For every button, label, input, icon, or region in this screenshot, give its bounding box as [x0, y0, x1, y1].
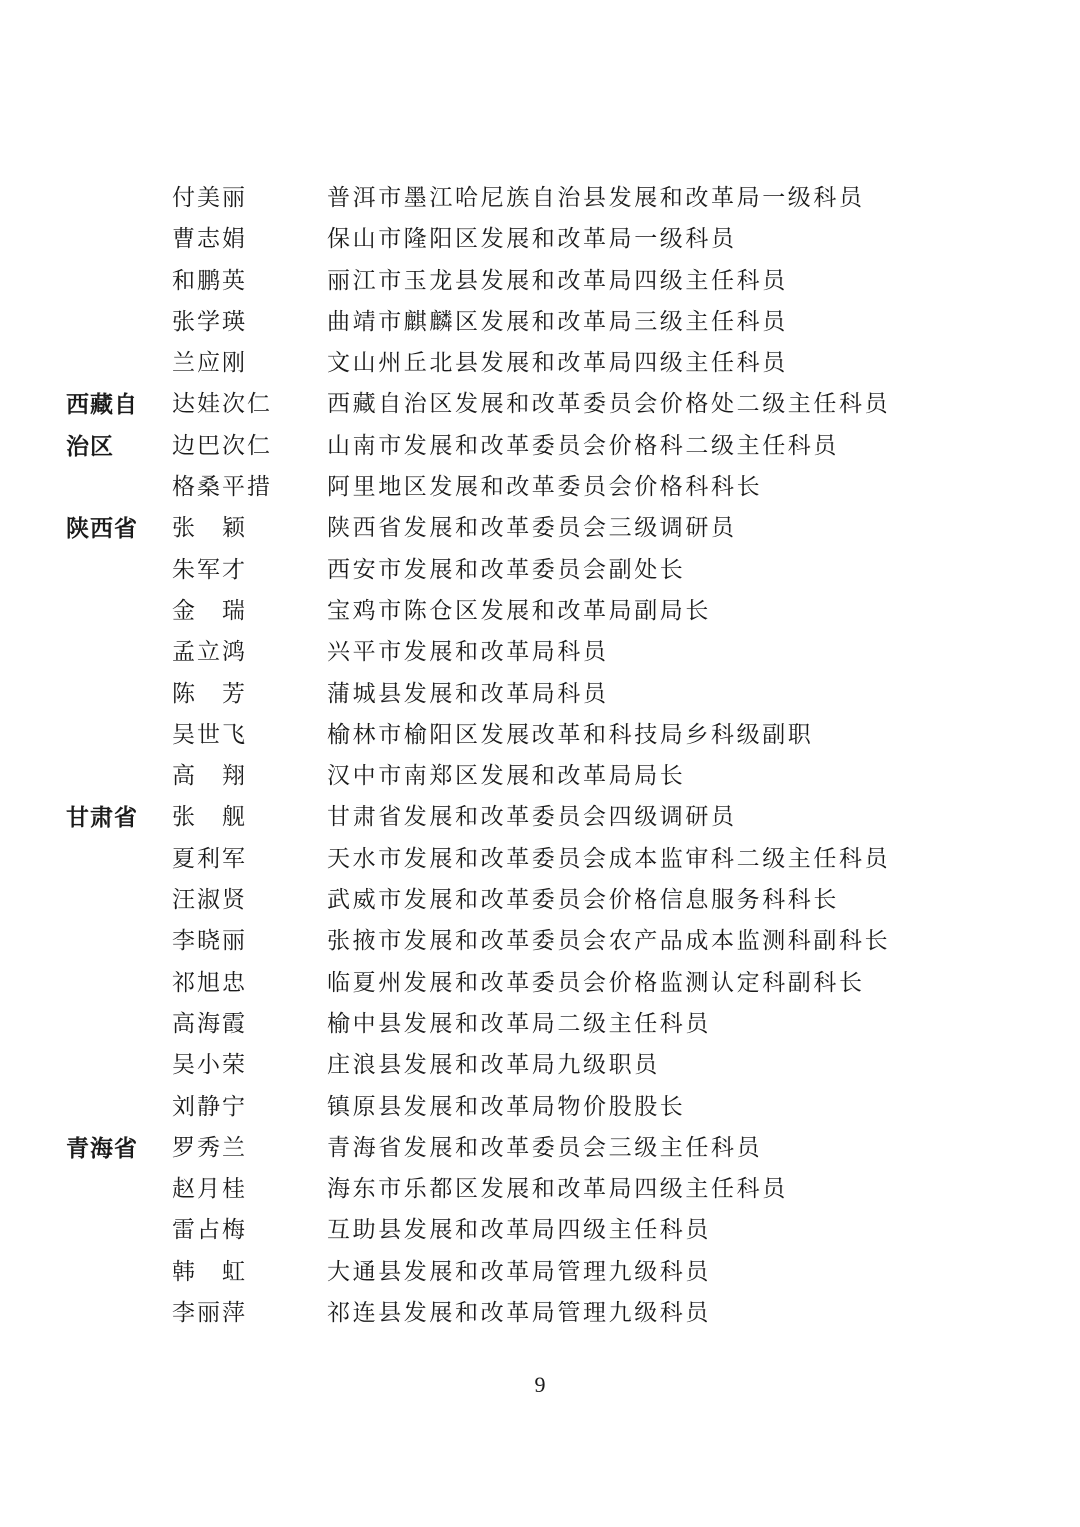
- province-label: 西藏自: [66, 391, 138, 419]
- person-name: 付美丽: [172, 185, 247, 211]
- person-name: 兰应刚: [172, 350, 247, 377]
- person-name: 张 颖: [172, 515, 247, 542]
- list-item: [0, 178, 1080, 219]
- job-title: 祁连县发展和改革局管理九级科员: [327, 1300, 711, 1327]
- list-item: [0, 302, 1080, 343]
- job-title: 海东市乐都区发展和改革局四级主任科员: [327, 1176, 788, 1203]
- job-title: 汉中市南郑区发展和改革局局长: [327, 763, 686, 790]
- province-label: 治区: [66, 432, 114, 460]
- person-name: 朱军才: [172, 556, 247, 583]
- job-title: 普洱市墨江哈尼族自治县发展和改革局一级科员: [327, 185, 865, 211]
- province-label: 甘肃省: [66, 804, 138, 832]
- person-name: 高 翔: [172, 763, 247, 790]
- person-name: 曹志娟: [172, 226, 247, 253]
- job-title: 张掖市发展和改革委员会农产品成本监测科副科长: [327, 928, 891, 955]
- list-item: [0, 1128, 1080, 1169]
- list-item: [0, 508, 1080, 549]
- list-item: [0, 261, 1080, 302]
- list-item: [0, 632, 1080, 673]
- list-item: [0, 467, 1080, 508]
- person-name: 张学瑛: [172, 308, 247, 335]
- person-name: 李晓丽: [172, 928, 247, 955]
- job-title: 青海省发展和改革委员会三级主任科员: [327, 1134, 763, 1161]
- job-title: 蒲城县发展和改革局科员: [327, 680, 609, 707]
- personnel-list: [0, 178, 1080, 1334]
- job-title: 榆林市榆阳区发展改革和科技局乡科级副职: [327, 721, 814, 748]
- person-name: 边巴次仁: [172, 432, 272, 459]
- person-name: 金 瑞: [172, 597, 247, 624]
- list-item: [0, 343, 1080, 384]
- list-item: [0, 1045, 1080, 1086]
- person-name: 罗秀兰: [172, 1134, 247, 1161]
- list-item: [0, 756, 1080, 797]
- list-item: [0, 550, 1080, 591]
- job-title: 山南市发展和改革委员会价格科二级主任科员: [327, 432, 839, 459]
- list-item: [0, 591, 1080, 632]
- job-title: 武威市发展和改革委员会价格信息服务科科长: [327, 887, 839, 914]
- list-item: [0, 1252, 1080, 1293]
- person-name: 陈 芳: [172, 680, 247, 707]
- list-item: [0, 715, 1080, 756]
- list-item: [0, 880, 1080, 921]
- person-name: 和鹏英: [172, 267, 247, 294]
- job-title: 西藏自治区发展和改革委员会价格处二级主任科员: [327, 391, 891, 418]
- job-title: 镇原县发展和改革局物价股股长: [327, 1093, 686, 1120]
- province-label: 青海省: [66, 1134, 138, 1162]
- job-title: 西安市发展和改革委员会副处长: [327, 556, 686, 583]
- job-title: 庄浪县发展和改革局九级职员: [327, 1052, 660, 1079]
- list-item: [0, 1210, 1080, 1251]
- job-title: 榆中县发展和改革局二级主任科员: [327, 1010, 711, 1037]
- page-number: 9: [534, 1372, 546, 1397]
- job-title: 兴平市发展和改革局科员: [327, 639, 609, 666]
- job-title: 大通县发展和改革局管理九级科员: [327, 1258, 711, 1285]
- province-label: 陕西省: [66, 515, 138, 543]
- person-name: 雷占梅: [172, 1217, 247, 1244]
- list-item: [0, 921, 1080, 962]
- person-name: 刘静宁: [172, 1093, 247, 1120]
- list-item: [0, 426, 1080, 467]
- job-title: 阿里地区发展和改革委员会价格科科长: [327, 474, 763, 501]
- job-title: 文山州丘北县发展和改革局四级主任科员: [327, 350, 788, 377]
- list-item: [0, 797, 1080, 838]
- person-name: 汪淑贤: [172, 887, 247, 914]
- list-item: [0, 674, 1080, 715]
- job-title: 保山市隆阳区发展和改革局一级科员: [327, 226, 737, 253]
- person-name: 赵月桂: [172, 1176, 247, 1203]
- job-title: 甘肃省发展和改革委员会四级调研员: [327, 804, 737, 831]
- job-title: 宝鸡市陈仓区发展和改革局副局长: [327, 597, 711, 624]
- person-name: 达娃次仁: [172, 391, 272, 418]
- list-item: [0, 1004, 1080, 1045]
- list-item: [0, 219, 1080, 260]
- job-title: 曲靖市麒麟区发展和改革局三级主任科员: [327, 308, 788, 335]
- person-name: 李丽萍: [172, 1300, 247, 1327]
- person-name: 吴小荣: [172, 1052, 247, 1079]
- list-item: [0, 1169, 1080, 1210]
- person-name: 高海霞: [172, 1010, 247, 1037]
- list-item: [0, 384, 1080, 425]
- person-name: 夏利军: [172, 845, 247, 872]
- person-name: 祁旭忠: [172, 969, 247, 996]
- job-title: 互助县发展和改革局四级主任科员: [327, 1217, 711, 1244]
- job-title: 丽江市玉龙县发展和改革局四级主任科员: [327, 267, 788, 294]
- list-item: [0, 839, 1080, 880]
- person-name: 格桑平措: [172, 474, 272, 501]
- person-name: 韩 虹: [172, 1258, 247, 1285]
- job-title: 临夏州发展和改革委员会价格监测认定科副科长: [327, 969, 865, 996]
- person-name: 孟立鸿: [172, 639, 247, 666]
- list-item: [0, 1293, 1080, 1334]
- list-item: [0, 1087, 1080, 1128]
- list-item: [0, 963, 1080, 1004]
- job-title: 天水市发展和改革委员会成本监审科二级主任科员: [327, 845, 891, 872]
- job-title: 陕西省发展和改革委员会三级调研员: [327, 515, 737, 542]
- person-name: 吴世飞: [172, 721, 247, 748]
- person-name: 张 舰: [172, 804, 247, 831]
